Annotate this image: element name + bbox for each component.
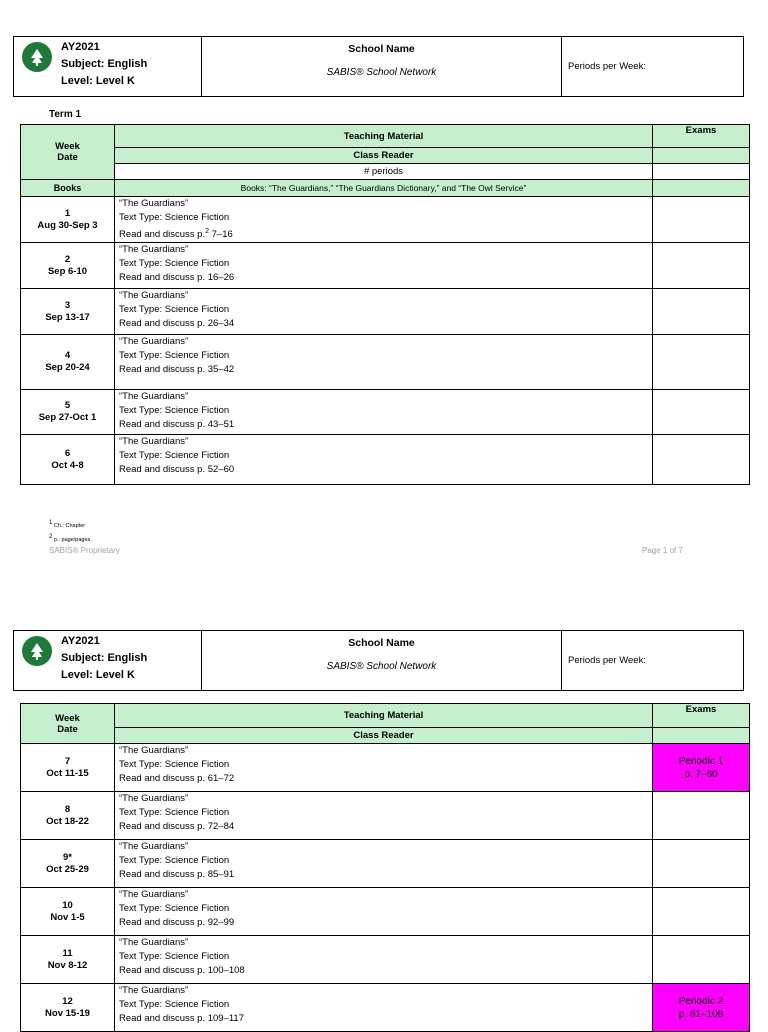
exam-cell xyxy=(653,936,750,984)
reading-text: Read and discuss p. 26–34 xyxy=(119,318,235,330)
reading-assignment xyxy=(119,916,652,930)
table-row xyxy=(21,936,750,984)
schedule-table-page2 xyxy=(20,703,750,1032)
page1-header xyxy=(13,36,744,97)
exam-cell xyxy=(653,289,750,335)
periods-per-week-label: Periods per Week: xyxy=(568,61,646,72)
week-dates: Nov 15-19 xyxy=(45,1007,90,1019)
reading-assignment xyxy=(119,271,652,285)
text-type: Text Type: Science Fiction xyxy=(119,304,230,316)
table-row xyxy=(21,390,750,435)
books-label: Books xyxy=(21,180,115,197)
reading-text: Read and discuss p. 35–42 xyxy=(119,364,235,376)
subject: Subject: English xyxy=(61,652,148,664)
week-dates: Oct 4-8 xyxy=(51,459,84,471)
table-row xyxy=(21,744,750,792)
book-title: “The Guardians” xyxy=(119,391,189,403)
header-info-cell xyxy=(14,37,202,96)
week-date-cell xyxy=(21,936,115,984)
exam-cell xyxy=(653,840,750,888)
exam-cell xyxy=(653,744,750,792)
week-dates: Aug 30-Sep 3 xyxy=(37,219,98,231)
week-date-cell xyxy=(21,390,115,435)
book-title: “The Guardians” xyxy=(119,436,189,448)
academic-year: AY2021 xyxy=(61,41,100,53)
reading-text: Read and discuss p. 85–91 xyxy=(119,869,235,880)
date-header: Date xyxy=(57,152,78,163)
school-network: SABIS® School Network xyxy=(326,661,437,672)
reading-assignment xyxy=(119,820,652,834)
footnote-ref: 2 xyxy=(205,228,209,235)
class-reader-header: Class Reader xyxy=(115,148,653,164)
exam-name: Periodic 2 xyxy=(678,995,724,1007)
week-number: 6 xyxy=(64,447,71,459)
week-number: 12 xyxy=(62,995,73,1007)
footer-proprietary: SABIS® Proprietary xyxy=(49,546,120,555)
footer-page-number: Page 1 of 7 xyxy=(642,546,683,555)
table-row xyxy=(21,197,750,243)
week-number: 2 xyxy=(64,253,71,265)
reading-text: Read and discuss p. 109–117 xyxy=(119,1013,244,1024)
reading-assignment xyxy=(119,363,652,377)
text-type: Text Type: Science Fiction xyxy=(119,855,230,866)
week-number: 1 xyxy=(64,207,71,219)
footnote-1-text: Ch.: Chapter xyxy=(53,522,86,529)
reading-text: Read and discuss p. 43–51 xyxy=(119,419,235,431)
reading-assignment xyxy=(119,772,652,786)
week-date-cell xyxy=(21,435,115,485)
text-type: Text Type: Science Fiction xyxy=(119,759,230,770)
class-reader-header: Class Reader xyxy=(115,728,653,744)
book-title: “The Guardians” xyxy=(119,937,189,948)
week-number: 3 xyxy=(64,299,71,311)
week-date-header xyxy=(21,125,115,180)
date-header: Date xyxy=(57,723,78,735)
reading-text: Read and discuss p. 52–60 xyxy=(119,464,235,476)
material-cell xyxy=(115,197,653,243)
material-cell xyxy=(115,243,653,289)
book-title: “The Guardians” xyxy=(119,841,189,852)
material-cell xyxy=(115,335,653,390)
reading-text: Read and discuss p. 72–84 xyxy=(119,821,235,832)
week-dates: Sep 6-10 xyxy=(47,265,88,277)
week-number: 4 xyxy=(64,350,71,362)
week-dates: Sep 27-Oct 1 xyxy=(38,412,97,424)
week-number: 7 xyxy=(64,755,71,767)
text-type: Text Type: Science Fiction xyxy=(119,807,230,818)
week-dates: Nov 1-5 xyxy=(50,911,85,923)
reading-text: Read and discuss p. 61–72 xyxy=(119,773,235,784)
periods-exam-cell xyxy=(653,164,750,180)
exams-header: Exams xyxy=(653,125,750,148)
week-date-cell xyxy=(21,197,115,243)
book-title: “The Guardians” xyxy=(119,793,189,804)
reading-assignment xyxy=(119,225,652,242)
book-title: “The Guardians” xyxy=(119,745,189,756)
text-type: Text Type: Science Fiction xyxy=(119,903,230,914)
table-row xyxy=(21,335,750,390)
week-dates: Oct 25-29 xyxy=(46,863,89,875)
footnote-2 xyxy=(49,534,90,543)
academic-year: AY2021 xyxy=(61,635,100,647)
book-title: “The Guardians” xyxy=(119,336,189,348)
text-type: Text Type: Science Fiction xyxy=(119,212,230,223)
material-cell xyxy=(115,936,653,984)
reading-assignment xyxy=(119,317,652,331)
text-type: Text Type: Science Fiction xyxy=(119,350,230,362)
table-row xyxy=(21,289,750,335)
material-cell xyxy=(115,888,653,936)
week-number: 9* xyxy=(63,851,72,863)
week-dates: Sep 20-24 xyxy=(45,362,90,374)
week-dates: Sep 13-17 xyxy=(45,311,90,323)
exam-cell xyxy=(653,792,750,840)
week-date-cell xyxy=(21,888,115,936)
sabis-tree-logo-icon xyxy=(22,636,52,666)
book-title: “The Guardians” xyxy=(119,244,189,256)
footnote-2-text: p.: page/pages xyxy=(53,536,91,543)
exam-name: Periodic 1 xyxy=(678,755,724,767)
book-title: “The Guardians” xyxy=(119,198,189,209)
week-date-cell xyxy=(21,243,115,289)
material-cell xyxy=(115,390,653,435)
text-type: Text Type: Science Fiction xyxy=(119,999,230,1010)
level: Level: Level K xyxy=(61,75,135,87)
week-date-cell xyxy=(21,335,115,390)
school-network: SABIS® School Network xyxy=(326,67,437,78)
exam-cell xyxy=(653,243,750,289)
reading-text: Read and discuss p. xyxy=(119,229,206,241)
page2-header xyxy=(13,630,744,691)
week-header: Week xyxy=(55,141,80,152)
footnote-1 xyxy=(49,520,85,529)
week-date-cell xyxy=(21,289,115,335)
material-cell xyxy=(115,840,653,888)
reading-text: Read and discuss p. 100–108 xyxy=(119,965,245,976)
text-type: Text Type: Science Fiction xyxy=(119,405,230,417)
reading-text: Read and discuss p. 16–26 xyxy=(119,272,235,284)
books-value: Books: “The Guardians,” “The Guardians Dictionary,” and “The Owl Service” xyxy=(115,180,653,197)
exam-pages: p. 7–60 xyxy=(684,768,718,780)
exam-pages: p. 61–108 xyxy=(678,1008,724,1020)
week-dates: Nov 8-12 xyxy=(47,959,88,971)
table-row xyxy=(21,984,750,1032)
week-dates: Oct 11-15 xyxy=(46,767,89,779)
footnote-2-number: 2 xyxy=(49,534,53,540)
week-dates: Oct 18-22 xyxy=(46,815,89,827)
subject: Subject: English xyxy=(61,58,148,70)
table-row xyxy=(21,243,750,289)
exam-cell xyxy=(653,888,750,936)
week-header: Week xyxy=(55,712,80,724)
books-exam-cell xyxy=(653,180,750,197)
material-cell xyxy=(115,984,653,1032)
school-name-label: School Name xyxy=(348,637,415,649)
table-row xyxy=(21,435,750,485)
exams-sub-cell xyxy=(653,148,750,164)
week-number: 5 xyxy=(64,400,71,412)
book-title: “The Guardians” xyxy=(119,985,189,996)
exam-cell xyxy=(653,390,750,435)
book-title: “The Guardians” xyxy=(119,889,189,900)
table-row xyxy=(21,840,750,888)
book-title: “The Guardians” xyxy=(119,290,189,302)
reading-assignment xyxy=(119,418,652,432)
term-label: Term 1 xyxy=(49,109,82,120)
exam-cell xyxy=(653,435,750,485)
exams-sub-cell xyxy=(653,728,750,744)
reading-assignment xyxy=(119,868,652,882)
periods-per-week-label: Periods per Week: xyxy=(568,655,646,666)
week-date-cell xyxy=(21,984,115,1032)
header-info-cell xyxy=(14,631,202,690)
week-date-cell xyxy=(21,792,115,840)
week-date-cell xyxy=(21,744,115,792)
material-cell xyxy=(115,744,653,792)
schedule-table-page1 xyxy=(20,124,750,485)
teaching-material-header: Teaching Material xyxy=(115,704,653,728)
table-row xyxy=(21,888,750,936)
exam-cell xyxy=(653,197,750,243)
material-cell xyxy=(115,435,653,485)
table-row xyxy=(21,792,750,840)
material-cell xyxy=(115,289,653,335)
level: Level: Level K xyxy=(61,669,135,681)
school-cell xyxy=(202,631,562,690)
reading-assignment xyxy=(119,463,652,477)
reading-text: Read and discuss p. 92–99 xyxy=(119,917,235,928)
school-name-label: School Name xyxy=(348,43,415,55)
footnote-1-number: 1 xyxy=(49,520,53,526)
week-number: 10 xyxy=(62,899,73,911)
week-number: 8 xyxy=(64,803,71,815)
exam-cell xyxy=(653,335,750,390)
week-date-cell xyxy=(21,840,115,888)
exams-header: Exams xyxy=(653,704,750,728)
periods-header: # periods xyxy=(115,164,653,180)
exam-cell xyxy=(653,984,750,1032)
text-type: Text Type: Science Fiction xyxy=(119,258,230,270)
sabis-tree-logo-icon xyxy=(22,42,52,72)
reading-pages: 7–16 xyxy=(209,229,233,241)
text-type: Text Type: Science Fiction xyxy=(119,450,230,462)
reading-assignment xyxy=(119,964,652,978)
week-number: 11 xyxy=(62,947,73,959)
teaching-material-header: Teaching Material xyxy=(115,125,653,148)
school-cell xyxy=(202,37,562,96)
text-type: Text Type: Science Fiction xyxy=(119,951,230,962)
week-date-header xyxy=(21,704,115,744)
material-cell xyxy=(115,792,653,840)
